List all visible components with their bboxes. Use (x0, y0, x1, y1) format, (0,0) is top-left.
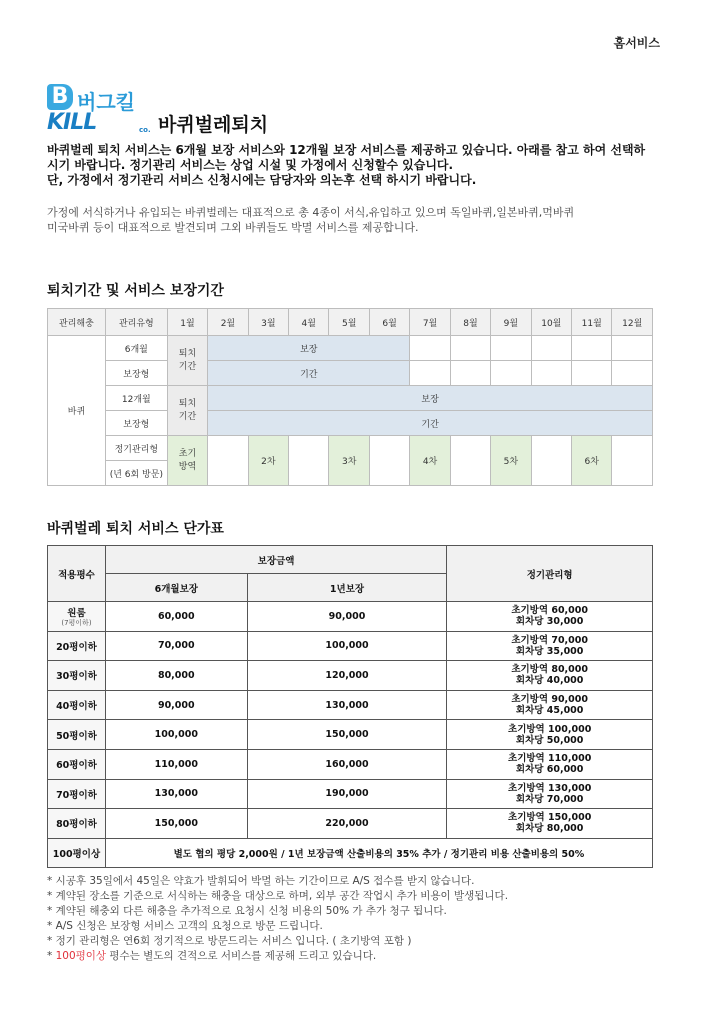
one-year-price: 150,000 (247, 720, 447, 750)
large-area-note: 별도 협의 평당 2,000원 / 1년 보장금액 산출비용의 35% 추가 / 정기관리 비용 산출비용의 50% (105, 838, 652, 868)
price-row (48, 779, 653, 809)
one-year-price: 130,000 (247, 690, 447, 720)
six-month-price: 100,000 (105, 720, 247, 750)
bugkill-logo (47, 84, 155, 136)
six-month-price: 70,000 (105, 631, 247, 661)
regular-price: 초기방역 70,000 회차당 35,000 (447, 631, 653, 661)
six-month-price: 90,000 (105, 690, 247, 720)
area-cell: 80평이하 (48, 809, 106, 839)
schedule-header-row: 관리해충 관리유형 1월 2월 3월 4월 5월 6월 7월 8월 9월 10월 11월 12월 (48, 309, 653, 336)
logo-kill-text: KILL (47, 110, 97, 135)
regular-price: 초기방역 90,000 회차당 45,000 (447, 690, 653, 720)
price-row (48, 661, 653, 691)
regular-price: 초기방역 130,000 회차당 70,000 (447, 779, 653, 809)
regular-price: 초기방역 100,000 회차당 50,000 (447, 720, 653, 750)
price-table (47, 545, 653, 868)
six-month-price: 80,000 (105, 661, 247, 691)
one-year-price: 220,000 (247, 809, 447, 839)
regular-price: 초기방역 110,000 회차당 60,000 (447, 749, 653, 779)
logo-korean-name: 버그킬 (77, 90, 135, 114)
price-row-large (48, 838, 653, 868)
six-month-price: 150,000 (105, 809, 247, 839)
intro-text: 바퀴벌레 퇴치 서비스는 6개월 보장 서비스와 12개월 보장 서비스를 제공하고 있습니다. 아래를 참고 하여 선택하 시기 바랍니다. 정기관리 서비스는 상업 시설 및 가정에서 신청할수 있습니다. 단, 가정에서 정기관리 서비스 신청시에는 담당자와 의논후 선택 하시기 바랍니다. (47, 143, 646, 187)
one-year-price: 160,000 (247, 749, 447, 779)
six-month-price: 130,000 (105, 779, 247, 809)
schedule-row-regular-bottom: (년 6회 방문) (48, 461, 653, 486)
price-section-title: 바퀴벌레 퇴치 서비스 단가표 (47, 521, 224, 537)
col-guarantee: 보장금액 (105, 546, 446, 574)
col-regular: 정기관리형 (447, 546, 653, 602)
notes: * 시공후 35일에서 45일은 약효가 발휘되어 박멸 하는 기간이므로 A/S 접수를 받지 않습니다. * 계약된 장소를 기준으로 서식하는 해충을 대상으로 하며, 외부 공간 작업시 추가 비용이 발생됩니다. * 계약된 해충외 다른 해충을 추가적으로 요청시 신청 비용의 50% 가 추가 청구 됩니다. * A/S 신청은 보장형 서비스 고객의 요청으로 방문 드립니다. * 정기 관리형은 연6회 정기적으로 방문드리는 서비스 입니다. ( 초기방역 포함 ) * 100평이상 평수는 별도의 견적으로 서비스를 제공해 드리고 있습니다. (47, 874, 677, 964)
price-row (48, 720, 653, 750)
schedule-row-12m-top: 12개월 퇴치 기간 보장 (48, 386, 653, 411)
regular-price: 초기방역 60,000 회차당 30,000 (447, 602, 653, 632)
six-month-coverage: 보장 (208, 336, 410, 361)
one-year-price: 120,000 (247, 661, 447, 691)
schedule-table (47, 308, 653, 486)
schedule-row-12m-bottom: 보장형 기간 (48, 411, 653, 436)
schedule-section-title: 퇴치기간 및 서비스 보장기간 (47, 283, 224, 299)
one-year-price: 100,000 (247, 631, 447, 661)
note-large-area: * 100평이상 평수는 별도의 견적으로 서비스를 제공해 드리고 있습니다. (47, 950, 377, 962)
area-cell: 30평이하 (48, 661, 106, 691)
six-month-price: 110,000 (105, 749, 247, 779)
col-area: 적용평수 (48, 546, 106, 602)
one-year-price: 190,000 (247, 779, 447, 809)
regular-price: 초기방역 80,000 회차당 40,000 (447, 661, 653, 691)
col-6m: 6개월보장 (105, 574, 247, 602)
area-cell: 원룸 (7평이하) (48, 602, 106, 632)
area-cell: 60평이하 (48, 749, 106, 779)
area-cell: 50평이하 (48, 720, 106, 750)
area-cell: 100평이상 (48, 838, 106, 868)
logo-co: co. (139, 126, 151, 134)
schedule-row-regular-top: 정기관리형 초기 방역 2차 3차 4차 5차 6차 (48, 436, 653, 461)
one-year-price: 90,000 (247, 602, 447, 632)
pest-cell: 바퀴 (48, 336, 106, 486)
schedule-row-6m-top: 바퀴 6개월 퇴치 기간 보장 (48, 336, 653, 361)
price-row (48, 631, 653, 661)
price-row (48, 690, 653, 720)
area-cell: 20평이하 (48, 631, 106, 661)
price-row (48, 602, 653, 632)
price-row (48, 809, 653, 839)
area-cell: 40평이하 (48, 690, 106, 720)
regular-price: 초기방역 150,000 회차당 80,000 (447, 809, 653, 839)
price-row (48, 749, 653, 779)
schedule-row-6m-bottom: 보장형 기간 (48, 361, 653, 386)
col-1y: 1년보장 (247, 574, 447, 602)
description-text: 가정에 서식하거나 유입되는 바퀴벌레는 대표적으로 총 4종이 서식,유입하고 있으며 독일바퀴,일본바퀴,먹바퀴 미국바퀴 등이 대표적으로 발견되며 그외 바퀴들도 박멸 서비스를 제공합니다. (47, 206, 575, 234)
service-category: 홈서비스 (613, 36, 660, 50)
twelve-month-coverage: 보장 (208, 386, 653, 411)
page-title: 바퀴벌레퇴치 (158, 114, 269, 136)
logo-b-mark: B (47, 84, 73, 110)
area-cell: 70평이하 (48, 779, 106, 809)
six-month-price: 60,000 (105, 602, 247, 632)
